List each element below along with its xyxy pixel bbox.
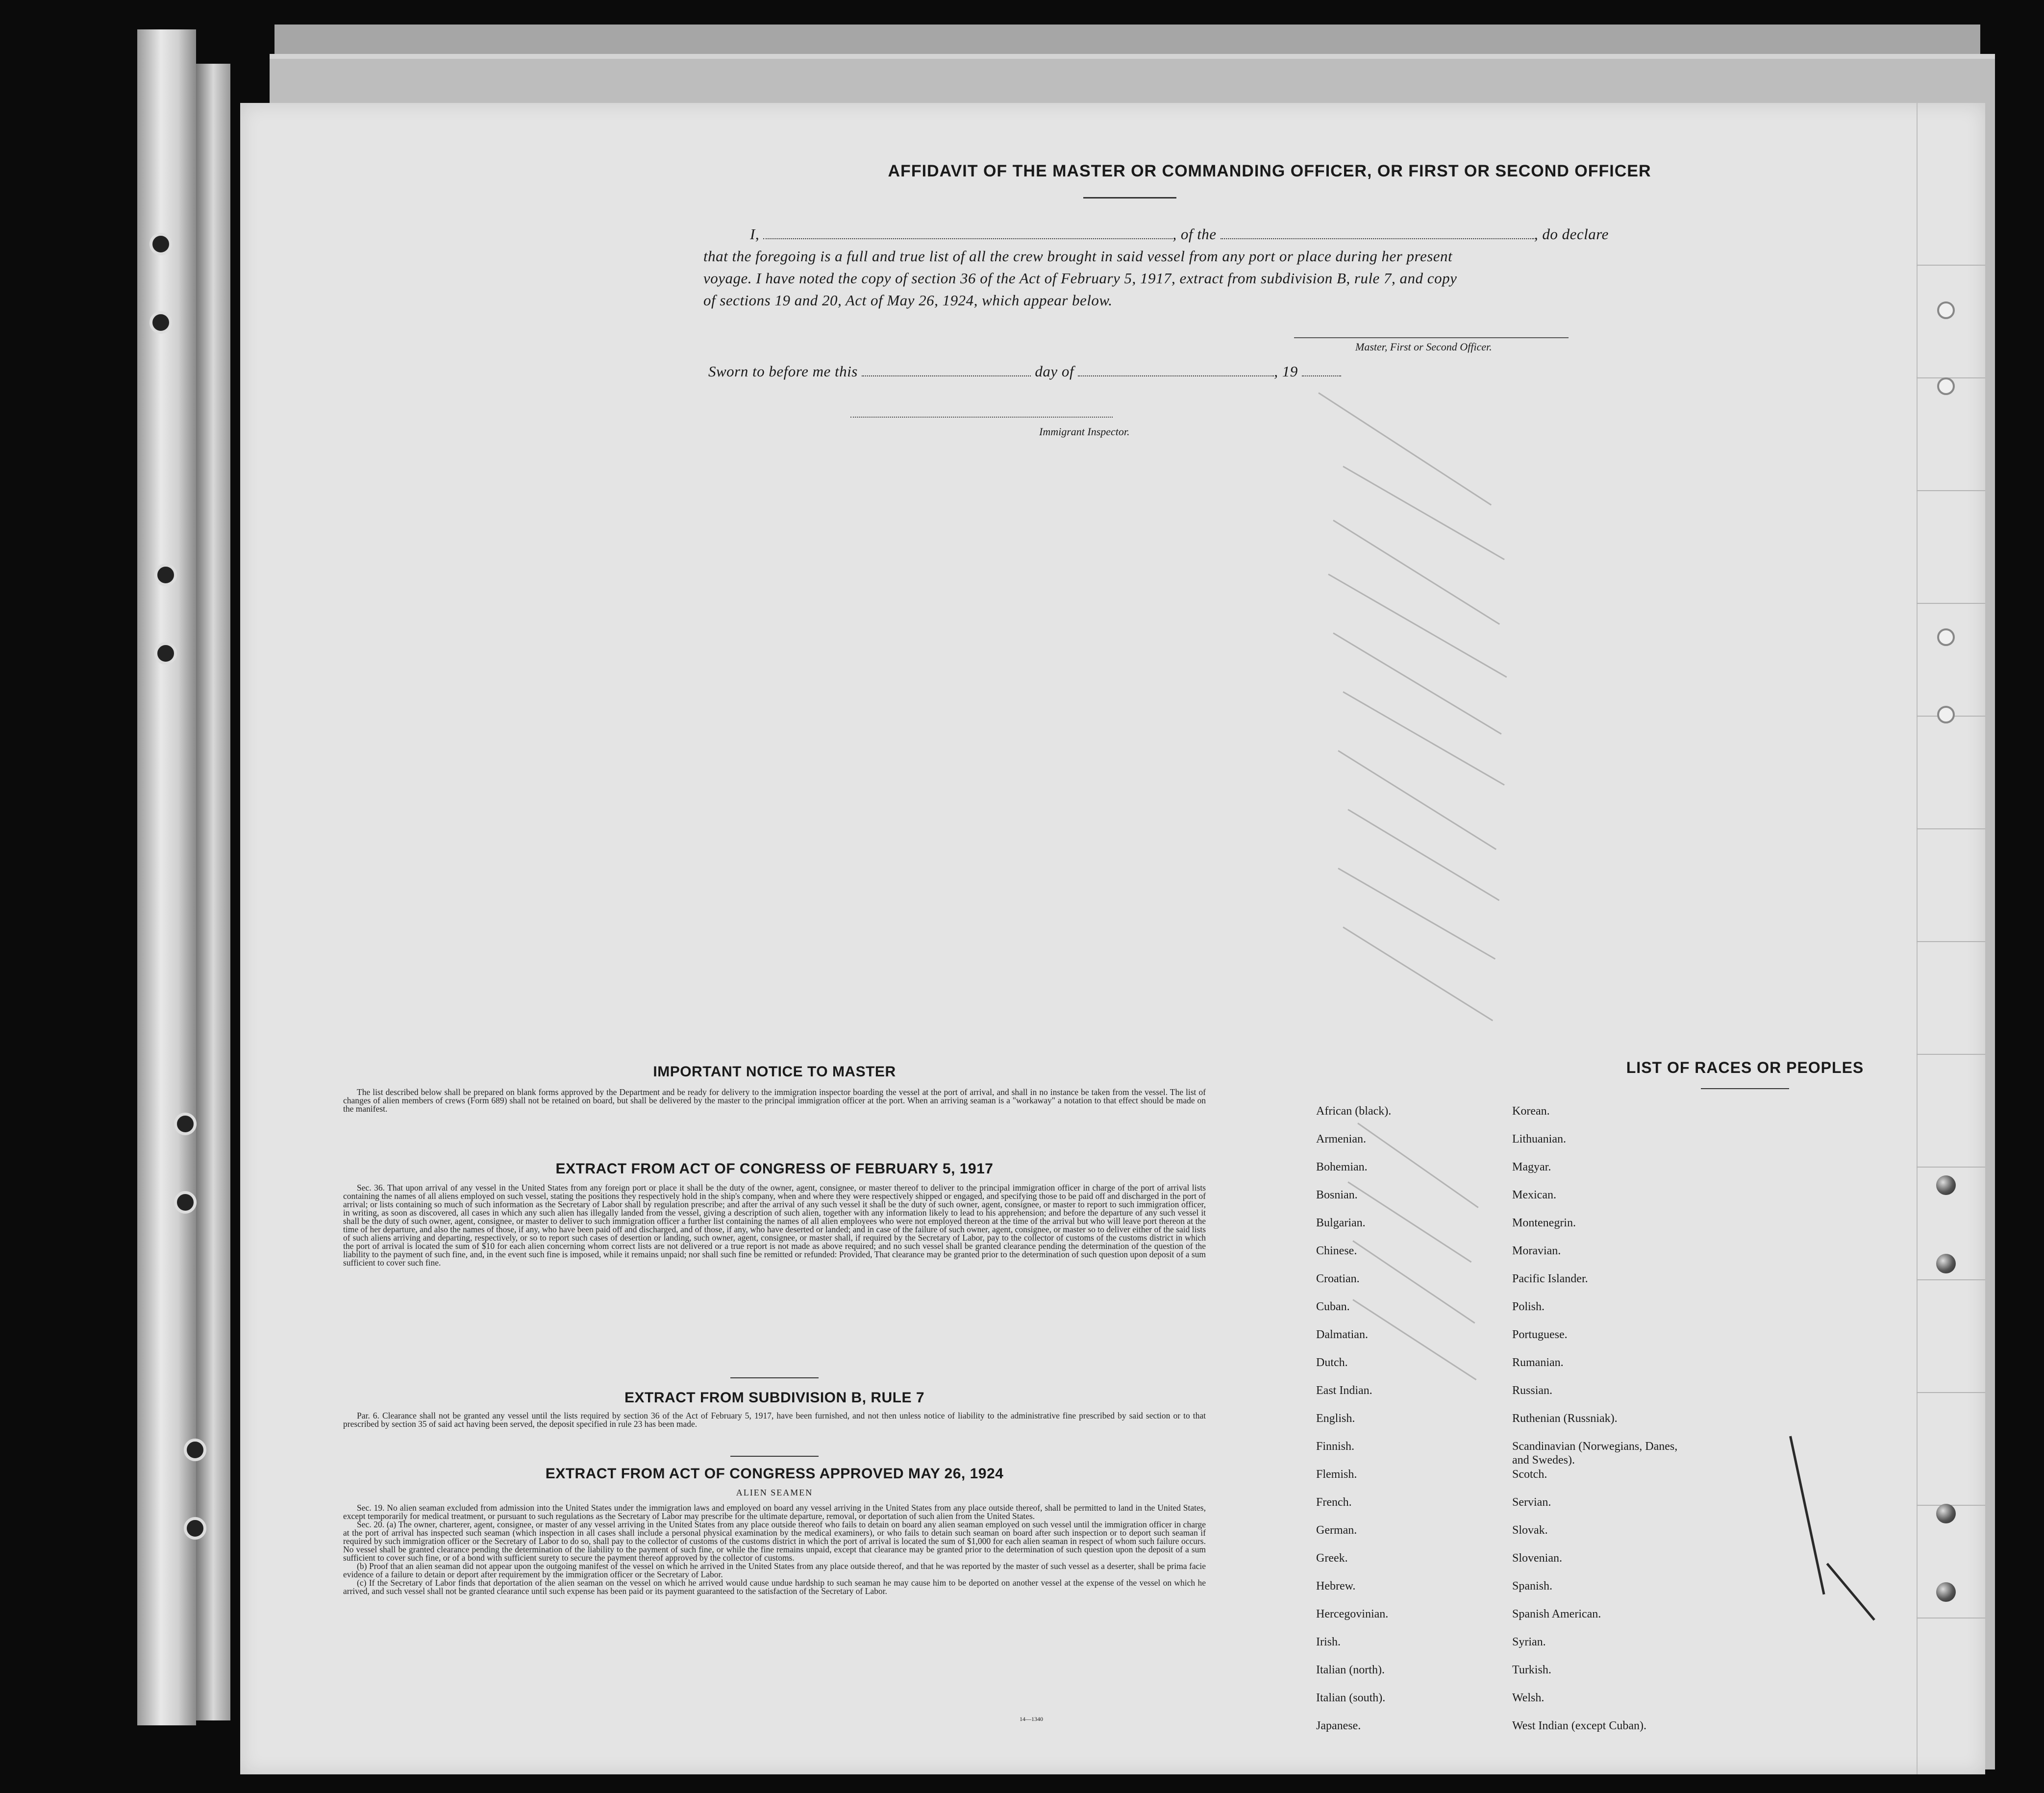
race-item: Dalmatian. (1316, 1328, 1368, 1341)
race-item: Turkish. (1512, 1664, 1551, 1676)
ruled-line (1917, 103, 1918, 1774)
ruled-line (1917, 265, 1985, 266)
race-item: Greek. (1316, 1552, 1348, 1565)
race-item: Magyar. (1512, 1161, 1551, 1173)
affidavit-declaration-line (703, 223, 1845, 246)
ruled-line (1917, 490, 1985, 491)
ruled-line (1917, 1279, 1985, 1280)
ruled-line (1917, 828, 1985, 829)
punch-hole (1936, 1582, 1956, 1602)
pencil-mark (1343, 926, 1493, 1021)
races-right-column (1512, 1104, 1689, 1747)
affidavit-of-the: , of the (1172, 225, 1217, 243)
ruled-line (1917, 377, 1985, 378)
alien-seamen-caption: ALIEN SEAMEN (736, 1488, 813, 1497)
race-item: Bulgarian. (1316, 1217, 1366, 1229)
race-item: Spanish. (1512, 1580, 1553, 1593)
race-item: Spanish American. (1512, 1608, 1601, 1620)
ink-mark (1789, 1436, 1825, 1594)
extract-1917-title: EXTRACT FROM ACT OF CONGRESS OF FEBRUARY 5, 1917 (555, 1161, 994, 1177)
race-item: Dutch. (1316, 1356, 1348, 1369)
race-item: German. (1316, 1524, 1357, 1537)
race-item: Ruthenian (Russniak). (1512, 1412, 1618, 1425)
inspector-caption: Immigrant Inspector. (1039, 425, 1130, 438)
binder-hole (154, 564, 177, 586)
ruled-line (1917, 603, 1985, 604)
affidavit-prefix: I, (750, 225, 760, 243)
binder-hole (184, 1517, 206, 1540)
binder-edge (196, 64, 230, 1720)
punch-hole (1937, 706, 1955, 723)
notice-title: IMPORTANT NOTICE TO MASTER (653, 1064, 896, 1080)
extract-1924-title: EXTRACT FROM ACT OF CONGRESS APPROVED MAY 26, 1924 (545, 1466, 1004, 1482)
binder-hole (154, 642, 177, 665)
affidavit-line-4: of sections 19 and 20, Act of May 26, 1924, which appear below. (703, 292, 1113, 309)
pencil-mark (1318, 392, 1492, 505)
sworn-year-field[interactable] (1302, 362, 1341, 376)
extract-1917-body (343, 1184, 1206, 1267)
master-signature-line[interactable] (1294, 337, 1569, 338)
race-item: Scandinavian (Norwegians, Danes, and Swedes). (1512, 1440, 1678, 1467)
punch-hole (1937, 377, 1955, 395)
race-item: Chinese. (1316, 1245, 1357, 1257)
race-item: Armenian. (1316, 1133, 1366, 1146)
race-item: Polish. (1512, 1300, 1545, 1313)
affidavit-title: AFFIDAVIT OF THE MASTER OR COMMANDING OFFICER, OR FIRST OR SECOND OFFICER (888, 162, 1651, 180)
divider (730, 1456, 819, 1457)
binder-hole (150, 233, 172, 255)
race-item: Japanese. (1316, 1719, 1361, 1732)
race-item: Russian. (1512, 1384, 1553, 1397)
section-20c-text: (c) If the Secretary of Labor finds that deportation of the alien seaman on the vessel on which he arrived would cause undue hardship to such seaman he may cause him to be deported on another vessel at the expense of the vessel on which he arrived, and such vessel shall not be granted clearance until such expense has been paid or its payment guaranteed to the satisfaction of the Secretary of Labor. (343, 1578, 1206, 1596)
race-item: Servian. (1512, 1496, 1551, 1509)
section-20a-text: Sec. 20. (a) The owner, charterer, agent, consignee, or master of any vessel arriving in the United States from any place outside thereof who fails to detain on board any alien seaman employed on such vessel until the immigration officer in charge at the port of arrival has inspected such seaman (which inspection in all cases shall include a personal physical examination by the medical examiners), or who fails to detain such seaman on board after such inspection or to deport such seaman if required by such immigration officer or the Secretary of Labor to do so, shall pay to the collector of customs of the customs district in which the port of arrival is located the sum of $1,000 for each alien seaman in respect of whom such failure occurs. No vessel shall be granted clearance pending the determination of the liability to the payment of such fine, or while the fine remains unpaid, except that clearance may be granted prior to the determination of such question upon the deposit of a sum sufficient to cover such fine, or of a bond with sufficient surety to secure the payment thereof approved by the collector of customs. (343, 1519, 1206, 1563)
race-item: Korean. (1512, 1105, 1550, 1118)
races-title: LIST OF RACES OR PEOPLES (1626, 1059, 1864, 1076)
rule7-title: EXTRACT FROM SUBDIVISION B, RULE 7 (624, 1390, 925, 1406)
ruled-line (1917, 1618, 1985, 1619)
officer-name-field[interactable] (763, 224, 1172, 239)
race-item: English. (1316, 1412, 1355, 1425)
section-36-text: Sec. 36. That upon arrival of any vessel in the United States from any foreign port or place it shall be the duty of the owner, agent, consignee, or master thereof to deliver to the principal immigration officer in charge of the port of arrival lists containing the names of all aliens employed on such vessel, stating the positions they respectively hold in the ship's company, when and where they were respectively shipped or engaged, and specifying those to be paid off and discharged in the port of arrival; or lists containing so much of such information as the Secretary of Labor shall by regulation prescribe; and after the arrival of any such vessel it shall be the duty of such owner, agent, consignee, or master to report to such immigration officer, in writing, as soon as discovered, all cases in which any such alien has illegally landed from the vessel, giving a description of such alien, together with any information likely to lead to his apprehension; and before the departure of any such vessel it shall be the duty of such owner, agent, consignee, or master to deliver to such immigration officer a further list containing the names of all alien employees who were not employed thereon at the time of the arrival but who will leave port thereon at the time of her departure, and also the names of those, if any, who have been paid off and discharged, and of those, if any, who have deserted or landed; and in case of the failure of such owner, agent, consignee, or master so to deliver either of the said lists of such aliens arriving and departing, respectively, or so to report such cases of desertion or landing, such owner, agent, consignee, or master shall, if required by the Secretary of Labor, pay to the collector of customs of the customs district in which the port of arrival is located the sum of $10 for each alien concerning whom correct lists are not delivered or a true report is not made as above required; and no such vessel shall be granted clearance pending the determination of the question of the liability to the payment of such fine, and, in the event such fine is imposed, while it remains unpaid; nor shall such fine be remitted or refunded: Provided, That clearance may be granted prior to the determination of such question upon deposit of a sum sufficient to cover such fine. (343, 1183, 1206, 1268)
affidavit-line-3: voyage. I have noted the copy of section 36 of the Act of February 5, 1917, extract from subdivision B, rule 7, and copy (703, 270, 1457, 287)
sworn-month-field[interactable] (1078, 362, 1274, 376)
pencil-mark (1328, 573, 1507, 678)
pencil-mark (1343, 691, 1505, 786)
race-item: Syrian. (1512, 1636, 1546, 1648)
ink-mark (1826, 1563, 1875, 1620)
race-item: Cuban. (1316, 1300, 1350, 1313)
divider (1701, 1088, 1789, 1089)
race-item: Scotch. (1512, 1468, 1547, 1481)
sworn-day-field[interactable] (862, 362, 1031, 376)
notice-body (343, 1088, 1206, 1113)
punch-hole (1936, 1504, 1956, 1523)
pencil-mark (1343, 466, 1505, 560)
race-item: Montenegrin. (1512, 1217, 1576, 1229)
race-item: Bohemian. (1316, 1161, 1368, 1173)
sworn-line (708, 360, 1689, 383)
ruled-line (1917, 941, 1985, 942)
pencil-mark (1333, 632, 1501, 735)
race-item: East Indian. (1316, 1384, 1372, 1397)
pencil-mark (1338, 750, 1496, 850)
master-caption: Master, First or Second Officer. (1355, 341, 1492, 353)
inspector-signature-line[interactable] (850, 417, 1113, 419)
race-item: Slovenian. (1512, 1552, 1562, 1565)
paragraph-6-text: Par. 6. Clearance shall not be granted any vessel until the lists required by section 36 of the Act of February 5, 1917, have been furnished, and not then unless notice of liability to the administrative fine prescribed by said section or to that prescribed by section 35 of said act having been served, the deposit specified in rule 23 has been made. (343, 1411, 1206, 1429)
section-20b-text: (b) Proof that an alien seaman did not appear upon the outgoing manifest of the vessel on which he arrived in the United States from any place outside thereof, and that he was reported by the master of such vessel as a deserter, shall be prima facie evidence of a failure to detain or deport after requirement by the immigration officer or the Secretary of Labor. (343, 1561, 1206, 1579)
punch-hole (1937, 301, 1955, 319)
race-item: Portuguese. (1512, 1328, 1568, 1341)
race-item: Lithuanian. (1512, 1133, 1566, 1146)
race-item: African (black). (1316, 1105, 1392, 1118)
ruled-line (1917, 1392, 1985, 1393)
race-item: Finnish. (1316, 1440, 1355, 1453)
race-item: Moravian. (1512, 1245, 1561, 1257)
punch-hole (1936, 1254, 1956, 1273)
ruled-line (1917, 1054, 1985, 1055)
race-item: Bosnian. (1316, 1189, 1358, 1201)
binder-hole (174, 1113, 197, 1135)
sworn-year-label: , 19 (1274, 363, 1298, 380)
binder-hole (150, 311, 172, 334)
section-19-text: Sec. 19. No alien seaman excluded from admission into the United States under the immigration laws and employed on board any vessel arriving in the United States from any place outside thereof, shall be permitted to land in the United States, except temporarily for medical treatment, or pursuant to such regulations as the Secretary of Labor may prescribe for the ultimate departure, removal, or deportation of such alien from the United States. (343, 1503, 1206, 1521)
binder-hole (184, 1439, 206, 1461)
race-item: West Indian (except Cuban). (1512, 1719, 1646, 1732)
sworn-day-label: day of (1035, 363, 1074, 380)
race-item: Irish. (1316, 1636, 1341, 1648)
race-item: Italian (south). (1316, 1692, 1386, 1704)
race-item: Mexican. (1512, 1189, 1556, 1201)
binder-spine (137, 29, 196, 1725)
race-item: Rumanian. (1512, 1356, 1564, 1369)
race-item: Welsh. (1512, 1692, 1545, 1704)
punch-hole (1937, 628, 1955, 646)
sworn-prefix: Sworn to before me this (708, 363, 858, 380)
race-item: Pacific Islander. (1512, 1272, 1588, 1285)
ruled-line (1917, 1167, 1985, 1168)
binder-hole (174, 1191, 197, 1214)
divider (730, 1377, 819, 1378)
vessel-name-field[interactable] (1221, 224, 1534, 239)
race-item: Croatian. (1316, 1272, 1360, 1285)
race-item: Hercegovinian. (1316, 1608, 1389, 1620)
race-item: Hebrew. (1316, 1580, 1356, 1593)
race-item: Italian (north). (1316, 1664, 1385, 1676)
race-item: Slovak. (1512, 1524, 1548, 1537)
pencil-mark (1338, 868, 1496, 960)
rule7-body (343, 1412, 1206, 1428)
affidavit-declare: , do declare (1534, 225, 1609, 243)
manifest-page (240, 103, 1985, 1774)
divider (1083, 197, 1176, 199)
races-left-column (1316, 1104, 1391, 1747)
form-number: 14—1340 (1020, 1716, 1043, 1722)
extract-1924-body (343, 1504, 1206, 1595)
race-item: French. (1316, 1496, 1352, 1509)
notice-text: The list described below shall be prepared on blank forms approved by the Department and be ready for delivery to the immigration inspector boarding the vessel at the port of arrival, and shall in no instance be taken from the vessel. The list of changes of alien members of crews (Form 689) shall not be retained on board, but shall be delivered by the master to the principal immigration officer at the port. When an arriving seaman is a "workaway" a notation to that effect should be made on the manifest. (343, 1087, 1206, 1114)
punch-hole (1936, 1175, 1956, 1195)
affidavit-line-2: that the foregoing is a full and true list of all the crew brought in said vessel from any port or place during her present (703, 248, 1453, 265)
pencil-mark (1333, 520, 1500, 625)
race-item: Flemish. (1316, 1468, 1357, 1481)
